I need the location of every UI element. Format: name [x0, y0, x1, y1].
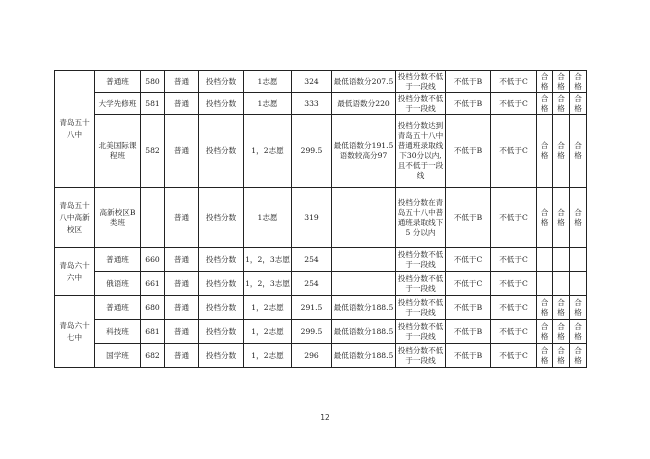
admission-method: 投档分数	[199, 93, 244, 115]
grade-req-2: 不低于C	[491, 344, 537, 368]
class-name: 普通班	[95, 71, 141, 93]
volunteer: 1，2，3志愿	[244, 272, 292, 296]
grade-req-2: 不低于C	[491, 115, 537, 188]
grade-req-1: 不低于B	[446, 320, 491, 344]
admission-method: 投档分数	[199, 71, 244, 93]
school-name: 青岛六十六中	[55, 248, 95, 296]
school-name: 青岛六十七中	[55, 296, 95, 368]
admission-method: 投档分数	[199, 115, 244, 188]
grade-req-1: 不低于B	[446, 71, 491, 93]
pass-1: 合格	[537, 188, 553, 248]
cutoff-score: 296	[292, 344, 332, 368]
table-row	[55, 115, 587, 188]
grade-req-2: 不低于C	[491, 93, 537, 115]
grade-req-2: 不低于C	[491, 320, 537, 344]
page-number: 12	[320, 413, 330, 422]
pass-1: 合格	[537, 320, 553, 344]
volunteer: 1，2志愿	[244, 344, 292, 368]
pass-1: 合格	[537, 93, 553, 115]
pass-3: 合格	[570, 320, 587, 344]
class-type: 普通	[165, 344, 199, 368]
score-condition: 投档分数不低于一段线	[396, 320, 446, 344]
school-name: 青岛五十八中高新校区	[55, 188, 95, 248]
class-code: 680	[141, 296, 165, 320]
table-row	[55, 93, 587, 115]
pass-2	[553, 248, 570, 272]
school-name: 青岛五十八中	[55, 71, 95, 188]
class-type: 普通	[165, 248, 199, 272]
subject-requirement: 最低语数分191.5 语数较高分97	[332, 115, 396, 188]
pass-2: 合格	[553, 71, 570, 93]
pass-2: 合格	[553, 320, 570, 344]
pass-1: 合格	[537, 115, 553, 188]
grade-req-1: 不低于C	[446, 248, 491, 272]
class-name: 普通班	[95, 248, 141, 272]
admission-method: 投档分数	[199, 296, 244, 320]
cutoff-score: 299.5	[292, 320, 332, 344]
class-code: 582	[141, 115, 165, 188]
score-condition: 投档分数不低于一段线	[396, 344, 446, 368]
pass-2: 合格	[553, 296, 570, 320]
grade-req-2: 不低于C	[491, 248, 537, 272]
class-type: 普通	[165, 188, 199, 248]
class-code: 682	[141, 344, 165, 368]
pass-3	[570, 248, 587, 272]
admission-method: 投档分数	[199, 272, 244, 296]
subject-requirement: 最低语数分188.5	[332, 344, 396, 368]
pass-3: 合格	[570, 344, 587, 368]
grade-req-1: 不低于B	[446, 296, 491, 320]
score-condition: 投档分数不低于一段线	[396, 296, 446, 320]
volunteer: 1，2，3志愿	[244, 248, 292, 272]
score-condition: 投档分数达到青岛五十八中普通班录取线下30分以内,且不低于一段线	[396, 115, 446, 188]
class-name: 科技班	[95, 320, 141, 344]
grade-req-2: 不低于C	[491, 188, 537, 248]
volunteer: 1志愿	[244, 93, 292, 115]
pass-1: 合格	[537, 296, 553, 320]
volunteer: 1志愿	[244, 188, 292, 248]
cutoff-score: 319	[292, 188, 332, 248]
class-name: 高新校区B类班	[95, 188, 141, 248]
pass-2: 合格	[553, 93, 570, 115]
cutoff-score: 324	[292, 71, 332, 93]
grade-req-1: 不低于B	[446, 115, 491, 188]
subject-requirement: 最低语数分220	[332, 93, 396, 115]
class-code: 681	[141, 320, 165, 344]
volunteer: 1志愿	[244, 71, 292, 93]
score-condition: 投档分数不低于一段线	[396, 93, 446, 115]
class-name: 北美国际课程班	[95, 115, 141, 188]
class-type: 普通	[165, 115, 199, 188]
table-row	[55, 188, 587, 248]
table-row	[55, 320, 587, 344]
cutoff-score: 333	[292, 93, 332, 115]
pass-3: 合格	[570, 188, 587, 248]
grade-req-1: 不低于B	[446, 344, 491, 368]
class-type: 普通	[165, 296, 199, 320]
pass-3	[570, 272, 587, 296]
table-row	[55, 344, 587, 368]
pass-2: 合格	[553, 115, 570, 188]
admission-method: 投档分数	[199, 320, 244, 344]
subject-requirement	[332, 248, 396, 272]
admission-table	[54, 70, 587, 368]
volunteer: 1，2志愿	[244, 296, 292, 320]
class-type: 普通	[165, 320, 199, 344]
table-row	[55, 248, 587, 272]
class-code: 661	[141, 272, 165, 296]
admission-method: 投档分数	[199, 344, 244, 368]
score-condition: 投档分数不低于一段线	[396, 248, 446, 272]
cutoff-score: 254	[292, 272, 332, 296]
class-type: 普通	[165, 71, 199, 93]
cutoff-score: 299.5	[292, 115, 332, 188]
pass-1	[537, 248, 553, 272]
table-row	[55, 71, 587, 93]
pass-2	[553, 272, 570, 296]
class-type: 普通	[165, 93, 199, 115]
pass-3: 合格	[570, 115, 587, 188]
grade-req-2: 不低于C	[491, 296, 537, 320]
subject-requirement	[332, 272, 396, 296]
score-condition: 投档分数在青岛五十八中普通班录取线下 5 分以内	[396, 188, 446, 248]
volunteer: 1，2志愿	[244, 320, 292, 344]
volunteer: 1，2志愿	[244, 115, 292, 188]
admission-method: 投档分数	[199, 248, 244, 272]
grade-req-1: 不低于B	[446, 93, 491, 115]
score-condition: 投档分数不低于一段线	[396, 272, 446, 296]
class-code	[141, 188, 165, 248]
pass-1: 合格	[537, 344, 553, 368]
class-type: 普通	[165, 272, 199, 296]
grade-req-1: 不低于C	[446, 272, 491, 296]
admission-method: 投档分数	[199, 188, 244, 248]
pass-1: 合格	[537, 71, 553, 93]
subject-requirement: 最低语数分188.5	[332, 320, 396, 344]
pass-2: 合格	[553, 188, 570, 248]
subject-requirement: 最低语数分207.5	[332, 71, 396, 93]
subject-requirement: 最低语数分188.5	[332, 296, 396, 320]
grade-req-2: 不低于C	[491, 71, 537, 93]
pass-3: 合格	[570, 296, 587, 320]
class-code: 660	[141, 248, 165, 272]
cutoff-score: 254	[292, 248, 332, 272]
score-condition: 投档分数不低于一段线	[396, 71, 446, 93]
class-name: 国学班	[95, 344, 141, 368]
table-row	[55, 272, 587, 296]
pass-3: 合格	[570, 93, 587, 115]
class-name: 大学先修班	[95, 93, 141, 115]
grade-req-1: 不低于B	[446, 188, 491, 248]
class-name: 普通班	[95, 296, 141, 320]
class-code: 581	[141, 93, 165, 115]
table-row	[55, 296, 587, 320]
subject-requirement	[332, 188, 396, 248]
class-name: 俄语班	[95, 272, 141, 296]
pass-2: 合格	[553, 344, 570, 368]
cutoff-score: 291.5	[292, 296, 332, 320]
class-code: 580	[141, 71, 165, 93]
grade-req-2: 不低于C	[491, 272, 537, 296]
pass-1	[537, 272, 553, 296]
pass-3: 合格	[570, 71, 587, 93]
